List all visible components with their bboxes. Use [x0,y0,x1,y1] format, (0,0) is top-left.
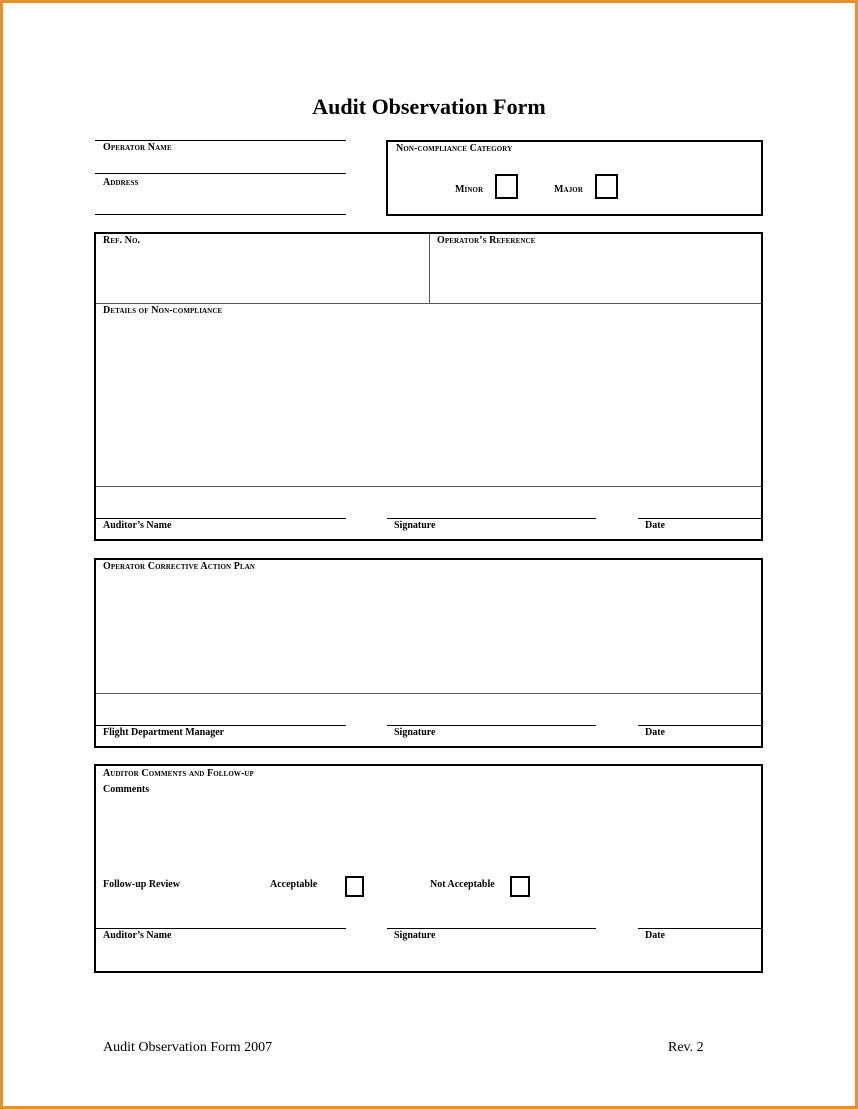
details-bottom-rule [96,486,761,487]
manager-label: Flight Department Manager [103,727,225,738]
details-section [94,232,763,541]
minor-checkbox[interactable] [495,174,518,199]
operator-name-top-rule [95,140,346,141]
operator-reference-field[interactable] [430,234,761,303]
followup-auditor-name-field[interactable] [96,928,346,929]
followup-date-label: Date [645,930,665,941]
address-field[interactable] [95,214,346,215]
major-checkbox[interactable] [595,174,618,199]
comments-label: Comments [103,784,150,795]
followup-date-field[interactable] [638,928,761,929]
date-field[interactable] [638,518,761,519]
acceptable-checkbox[interactable] [345,876,364,897]
date-label: Date [645,520,665,531]
manager-date-field[interactable] [638,725,761,726]
operator-name-label: Operator Name [103,142,172,153]
footer-revision: Rev. 2 [668,1040,704,1055]
action-plan-field[interactable] [96,576,761,693]
manager-signature-field[interactable] [387,725,596,726]
not-acceptable-label: Not Acceptable [430,879,495,890]
auditor-name-field[interactable] [96,518,346,519]
followup-auditor-name-label: Auditor’s Name [103,930,172,941]
ref-bottom-rule [96,303,761,304]
footer-form-name: Audit Observation Form 2007 [103,1040,273,1055]
address-label: Address [103,177,139,188]
auditor-name-label: Auditor’s Name [103,520,172,531]
manager-signature-label: Signature [394,727,436,738]
comments-field[interactable] [96,800,761,870]
followup-section [94,764,763,973]
signature-label: Signature [394,520,436,531]
acceptable-label: Acceptable [270,879,318,890]
manager-date-label: Date [645,727,665,738]
not-acceptable-checkbox[interactable] [510,876,530,897]
category-label: Non-compliance Category [396,143,513,154]
ref-no-label: Ref. No. [103,235,141,246]
action-plan-bottom-rule [96,693,761,694]
operator-reference-label: Operator’s Reference [437,235,536,246]
details-label: Details of Non-compliance [103,305,223,316]
minor-label: Minor [455,184,484,195]
followup-heading: Auditor Comments and Follow-up [103,768,254,779]
action-plan-section [94,558,763,748]
page-title: Audit Observation Form [312,94,546,119]
ref-no-field[interactable] [96,234,429,303]
manager-name-field[interactable] [96,725,346,726]
details-field[interactable] [96,320,761,485]
followup-review-label: Follow-up Review [103,879,180,890]
followup-signature-field[interactable] [387,928,596,929]
followup-signature-label: Signature [394,930,436,941]
category-box [386,140,763,216]
major-label: Major [554,184,583,195]
action-plan-heading: Operator Corrective Action Plan [103,561,256,572]
operator-name-field[interactable] [95,173,346,174]
signature-field[interactable] [387,518,596,519]
